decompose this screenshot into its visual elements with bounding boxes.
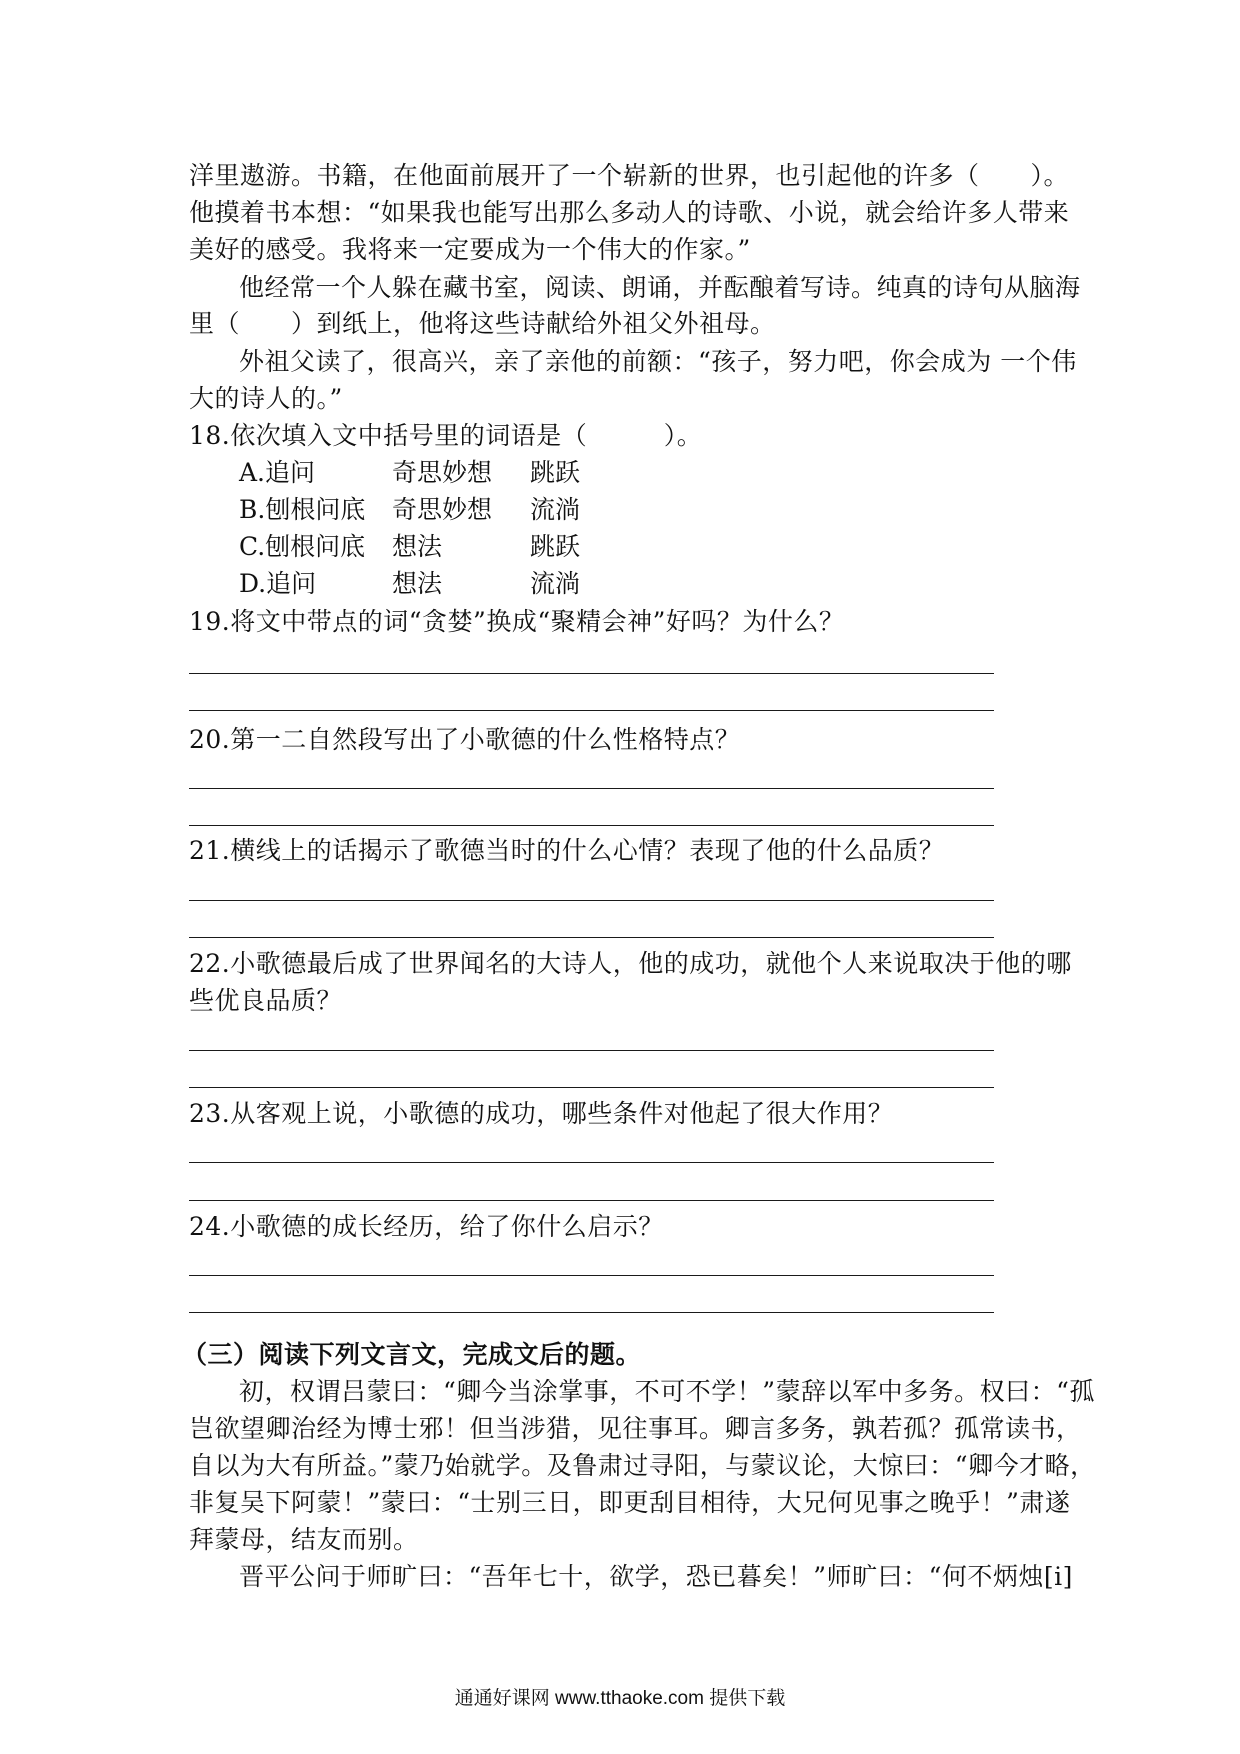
answer-line [189, 788, 994, 789]
question-20: 20.第一二自然段写出了小歌德的什么性格特点？ [189, 725, 741, 754]
answer-line [189, 900, 994, 901]
question-18: 18.依次填入文中括号里的词语是（ ）。 [189, 421, 703, 450]
passage-line-2: 他摸着书本想：“如果我也能写出那么多动人的诗歌、小说，就会给许多人带来 [189, 198, 1070, 227]
question-23: 23.从客观上说，小歌德的成功，哪些条件对他起了很大作用？ [189, 1099, 894, 1128]
passage-line-5: 里（ ）到纸上，他将这些诗献给外祖父外祖母。 [189, 309, 776, 338]
option-a-word-3: 跳跃 [530, 458, 581, 487]
passage-line-7: 大的诗人的。” [189, 384, 343, 413]
answer-line [189, 1275, 994, 1276]
answer-line [189, 673, 994, 674]
option-a-word-2: 奇思妙想 [392, 458, 493, 487]
option-b-word-3: 流淌 [530, 495, 581, 524]
question-21: 21.横线上的话揭示了歌德当时的什么心情？表现了他的什么品质？ [189, 836, 945, 865]
answer-line [189, 710, 994, 711]
classical-text-line-2: 岂欲望卿治经为博士邪！但当涉猎，见往事耳。卿言多务，孰若孤？孤常读书， [189, 1414, 1082, 1443]
answer-line [189, 1162, 994, 1163]
answer-line [189, 1200, 994, 1201]
classical-text-line-5: 拜蒙母，结友而别。 [189, 1525, 419, 1554]
passage-line-4: 他经常一个人躲在藏书室，阅读、朗诵，并酝酿着写诗。纯真的诗句从脑海 [239, 273, 1081, 302]
answer-line [189, 1312, 994, 1313]
option-a-word-1: A.追问 [239, 458, 316, 487]
question-22-line-1: 22.小歌德最后成了世界闻名的大诗人，他的成功，就他个人来说取决于他的哪 [189, 949, 1072, 978]
option-b-word-1: B.刨根问底 [239, 495, 366, 524]
question-22-line-2: 些优良品质？ [189, 986, 343, 1015]
answer-line [189, 825, 994, 826]
classical-text-line-1: 初，权谓吕蒙曰：“卿今当涂掌事，不可不学！”蒙辞以军中多务。权曰：“孤 [239, 1377, 1095, 1406]
classical-text-line-3: 自以为大有所益。”蒙乃始就学。及鲁肃过寻阳，与蒙议论，大惊曰：“卿今才略， [189, 1451, 1096, 1480]
option-c-word-1: C.刨根问底 [239, 532, 366, 561]
section-3-heading: （三）阅读下列文言文，完成文后的题。 [182, 1340, 642, 1369]
option-d-word-1: D.追问 [239, 569, 317, 598]
option-b-word-2: 奇思妙想 [392, 495, 493, 524]
page-footer: 通通好课网 www.tthaoke.com 提供下载 [454, 1688, 786, 1709]
question-24: 24.小歌德的成长经历，给了你什么启示？ [189, 1212, 664, 1241]
classical-text-line-4: 非复吴下阿蒙！”蒙曰：“士别三日，即更刮目相待，大兄何见事之晚乎！”肃遂 [189, 1488, 1071, 1517]
classical-text-line-6: 晋平公问于师旷曰：“吾年七十，欲学，恐已暮矣！”师旷曰：“何不炳烛[i] [239, 1562, 1073, 1591]
option-d-word-3: 流淌 [530, 569, 581, 598]
option-c-word-3: 跳跃 [530, 532, 581, 561]
option-d-word-2: 想法 [392, 569, 443, 598]
passage-line-6: 外祖父读了，很高兴，亲了亲他的前额：“孩子，努力吧，你会成为 一个伟 [239, 347, 1077, 376]
answer-line [189, 1087, 994, 1088]
option-c-word-2: 想法 [392, 532, 443, 561]
answer-line [189, 1050, 994, 1051]
passage-line-1: 洋里遨游。书籍，在他面前展开了一个崭新的世界，也引起他的许多（ ）。 [189, 161, 1070, 190]
question-19: 19.将文中带点的词“贪婪”换成“聚精会神”好吗？为什么？ [189, 607, 845, 636]
passage-line-3: 美好的感受。我将来一定要成为一个伟大的作家。” [189, 235, 751, 264]
answer-line [189, 937, 994, 938]
